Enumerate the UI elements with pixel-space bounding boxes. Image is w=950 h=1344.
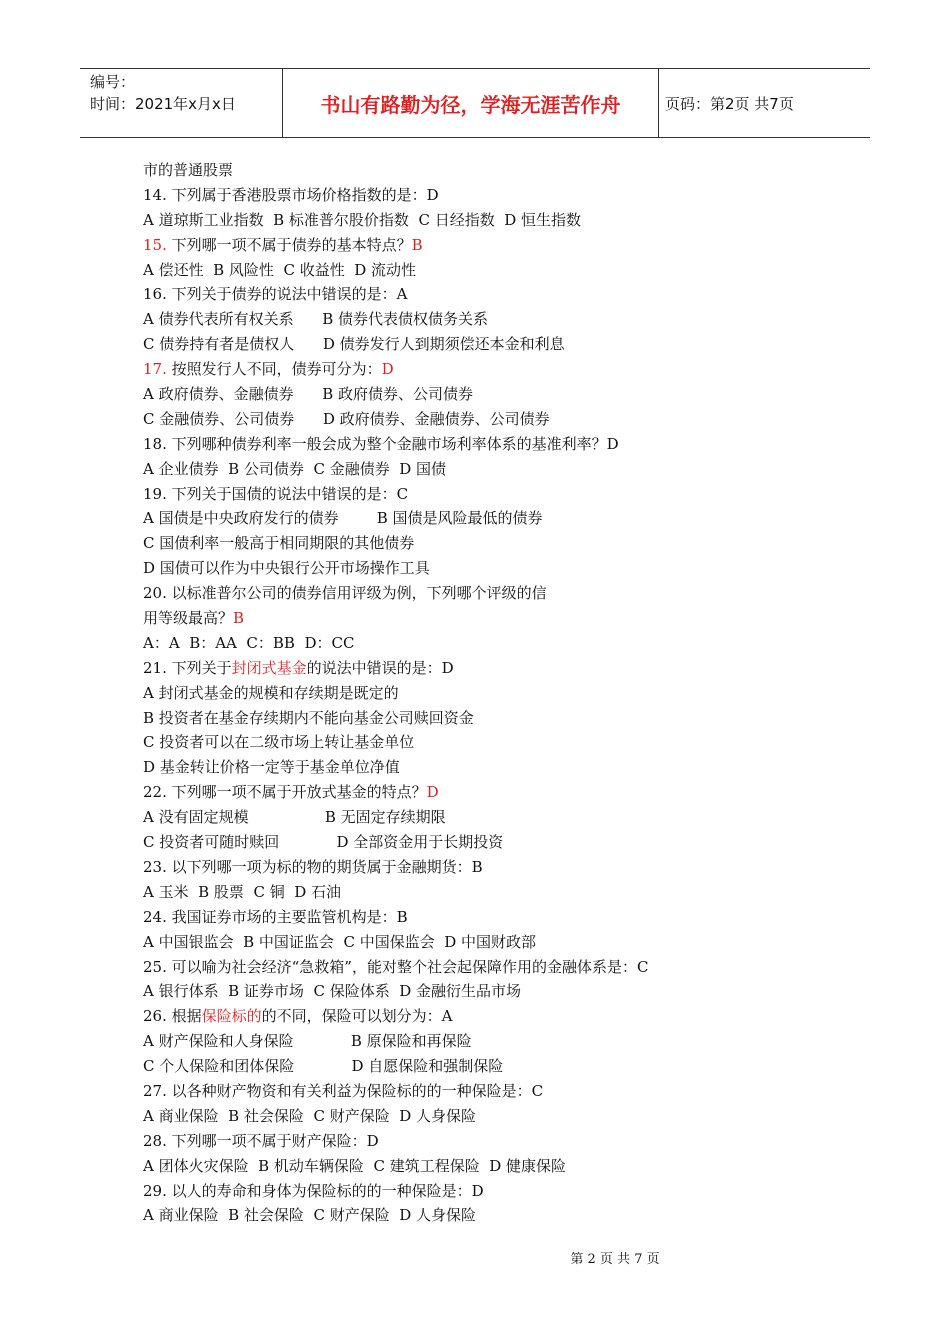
- line-text: 19. 下列关于国债的说法中错误的是：C: [143, 484, 409, 503]
- line-text: 21. 下列关于: [143, 658, 232, 677]
- line-text: A 商业保险 B 社会保险 C 财产保险 D 人身保险: [143, 1206, 477, 1225]
- text-line: [143, 880, 783, 905]
- highlighted-text: B: [233, 609, 245, 628]
- line-text: C 个人保险和团体保险 D 自愿保险和强制保险: [143, 1057, 504, 1076]
- text-line: [143, 1129, 783, 1154]
- text-line: [143, 1079, 783, 1104]
- line-text: A 企业债券 B 公司债券 C 金融债券 D 国债: [143, 459, 447, 478]
- line-text: A 道琼斯工业指数 B 标准普尔股价指数 C 日经指数 D 恒生指数: [143, 210, 582, 229]
- line-text: 29. 以人的寿命和身体为保险标的的一种保险是：D: [143, 1181, 484, 1200]
- highlighted-text: D: [426, 783, 439, 802]
- text-line: [143, 855, 783, 880]
- text-line: [143, 755, 783, 780]
- text-line: [143, 307, 783, 332]
- text-line: [143, 1004, 783, 1029]
- text-line: [143, 457, 783, 482]
- line-text: A 债券代表所有权关系 B 债券代表债权债务关系: [143, 310, 489, 329]
- line-text: 24. 我国证券市场的主要监管机构是：B: [143, 907, 408, 926]
- line-text: A 玉米 B 股票 C 铜 D 石油: [143, 882, 342, 901]
- line-text: A 团体火灾保险 B 机动车辆保险 C 建筑工程保险 D 健康保险: [143, 1156, 567, 1175]
- text-line: [143, 830, 783, 855]
- text-line: [143, 1154, 783, 1179]
- line-text: C 投资者可随时赎回 D 全部资金用于长期投资: [143, 833, 504, 852]
- text-line: [143, 382, 783, 407]
- text-line: [143, 332, 783, 357]
- header-meta: [80, 69, 283, 137]
- text-line: [143, 1179, 783, 1204]
- page-number-label: 页码：第2页 共7页: [665, 94, 794, 113]
- text-line: [143, 282, 783, 307]
- line-text: 的说法中错误的是：D: [306, 658, 454, 677]
- text-line: [143, 681, 783, 706]
- highlighted-text: D: [381, 360, 394, 379]
- line-text: A 中国银监会 B 中国证监会 C 中国保监会 D 中国财政部: [143, 932, 537, 951]
- line-text: A 财产保险和人身保险 B 原保险和再保险: [143, 1032, 472, 1051]
- text-line: [143, 258, 783, 283]
- line-text: D 国债可以作为中央银行公开市场操作工具: [143, 559, 430, 578]
- line-text: B 投资者在基金存续期内不能向基金公司赎回资金: [143, 708, 474, 727]
- line-text: 20. 以标准普尔公司的债券信用评级为例，下列哪个评级的信: [143, 584, 547, 603]
- line-text: 27. 以各种财产物资和有关利益为保险标的的一种保险是：C: [143, 1081, 544, 1100]
- motto: 书山有路勤为径，学海无涯苦作舟: [283, 69, 659, 137]
- line-text: 18. 下列哪种债券利率一般会成为整个金融市场利率体系的基准利率？D: [143, 434, 619, 453]
- text-line: [143, 1104, 783, 1129]
- line-text: 14. 下列属于香港股票市场价格指数的是：D: [143, 185, 439, 204]
- footer-page-number: 第 2 页 共 7 页: [570, 1252, 660, 1267]
- page-footer: [0, 1248, 950, 1267]
- text-line: [143, 531, 783, 556]
- number-label: 编号：: [90, 73, 136, 91]
- line-text: 用等级最高？: [143, 609, 234, 628]
- line-text: 的不同，保险可以划分为：A: [261, 1007, 453, 1026]
- text-line: [143, 1054, 783, 1079]
- line-text: C 国债利率一般高于相同期限的其他债券: [143, 534, 415, 553]
- document-body: [143, 158, 783, 1228]
- line-text: A 银行体系 B 证券市场 C 保险体系 D 金融衍生品市场: [143, 982, 522, 1001]
- line-text: 26. 根据: [143, 1007, 202, 1026]
- date-label: 时间：2021年x月x日: [90, 95, 236, 113]
- line-text: 下列哪一项不属于债券的基本特点？: [166, 235, 412, 254]
- text-line: [143, 482, 783, 507]
- line-text: 22. 下列哪一项不属于开放式基金的特点？: [143, 783, 427, 802]
- line-text: C 投资者可以在二级市场上转让基金单位: [143, 733, 415, 752]
- line-text: C 债券持有者是债权人 D 债券发行人到期须偿还本金和利息: [143, 335, 565, 354]
- line-text: 28. 下列哪一项不属于财产保险：D: [143, 1131, 379, 1150]
- text-line: [143, 556, 783, 581]
- line-text: A 封闭式基金的规模和存续期是既定的: [143, 683, 399, 702]
- text-line: [143, 706, 783, 731]
- text-line: [143, 432, 783, 457]
- text-line: [143, 730, 783, 755]
- line-text: A 没有固定规模 B 无固定存续期限: [143, 808, 446, 827]
- line-text: 16. 下列关于债券的说法中错误的是：A: [143, 285, 408, 304]
- line-text: A：A B：AA C：BB D：CC: [143, 633, 355, 652]
- line-text: A 商业保险 B 社会保险 C 财产保险 D 人身保险: [143, 1106, 477, 1125]
- line-text: 按照发行人不同，债券可分为：: [166, 360, 382, 379]
- line-text: A 政府债券、金融债券 B 政府债券、公司债券: [143, 385, 474, 404]
- text-line: [143, 656, 783, 681]
- line-text: A 国债是中央政府发行的债券 B 国债是风险最低的债券: [143, 509, 543, 528]
- text-line: [143, 979, 783, 1004]
- text-line: [143, 805, 783, 830]
- highlighted-text: 封闭式基金: [231, 658, 307, 677]
- text-line: [143, 183, 783, 208]
- text-line: [143, 357, 783, 382]
- text-line: [143, 407, 783, 432]
- text-line: [143, 158, 783, 183]
- text-line: [143, 955, 783, 980]
- text-line: [143, 1029, 783, 1054]
- text-line: [143, 606, 783, 631]
- page-header: [80, 68, 870, 138]
- line-text: 25. 可以喻为社会经济“急救箱”，能对整个社会起保障作用的金融体系是：C: [143, 957, 649, 976]
- text-line: [143, 631, 783, 656]
- highlighted-text: 保险标的: [201, 1007, 262, 1026]
- text-line: [143, 208, 783, 233]
- text-line: [143, 1203, 783, 1228]
- line-text: D 基金转让价格一定等于基金单位净值: [143, 758, 400, 777]
- text-line: [143, 930, 783, 955]
- highlighted-text: B: [411, 235, 423, 254]
- text-line: [143, 780, 783, 805]
- text-line: [143, 581, 783, 606]
- line-text: 23. 以下列哪一项为标的物的期货属于金融期货：B: [143, 857, 483, 876]
- highlighted-text: 17.: [143, 360, 167, 379]
- text-line: [143, 905, 783, 930]
- text-line: [143, 506, 783, 531]
- text-line: [143, 233, 783, 258]
- line-text: 市的普通股票: [143, 161, 234, 179]
- line-text: A 偿还性 B 风险性 C 收益性 D 流动性: [143, 260, 417, 279]
- line-text: C 金融债券、公司债券 D 政府债券、金融债券、公司债券: [143, 409, 550, 428]
- highlighted-text: 15.: [143, 235, 167, 254]
